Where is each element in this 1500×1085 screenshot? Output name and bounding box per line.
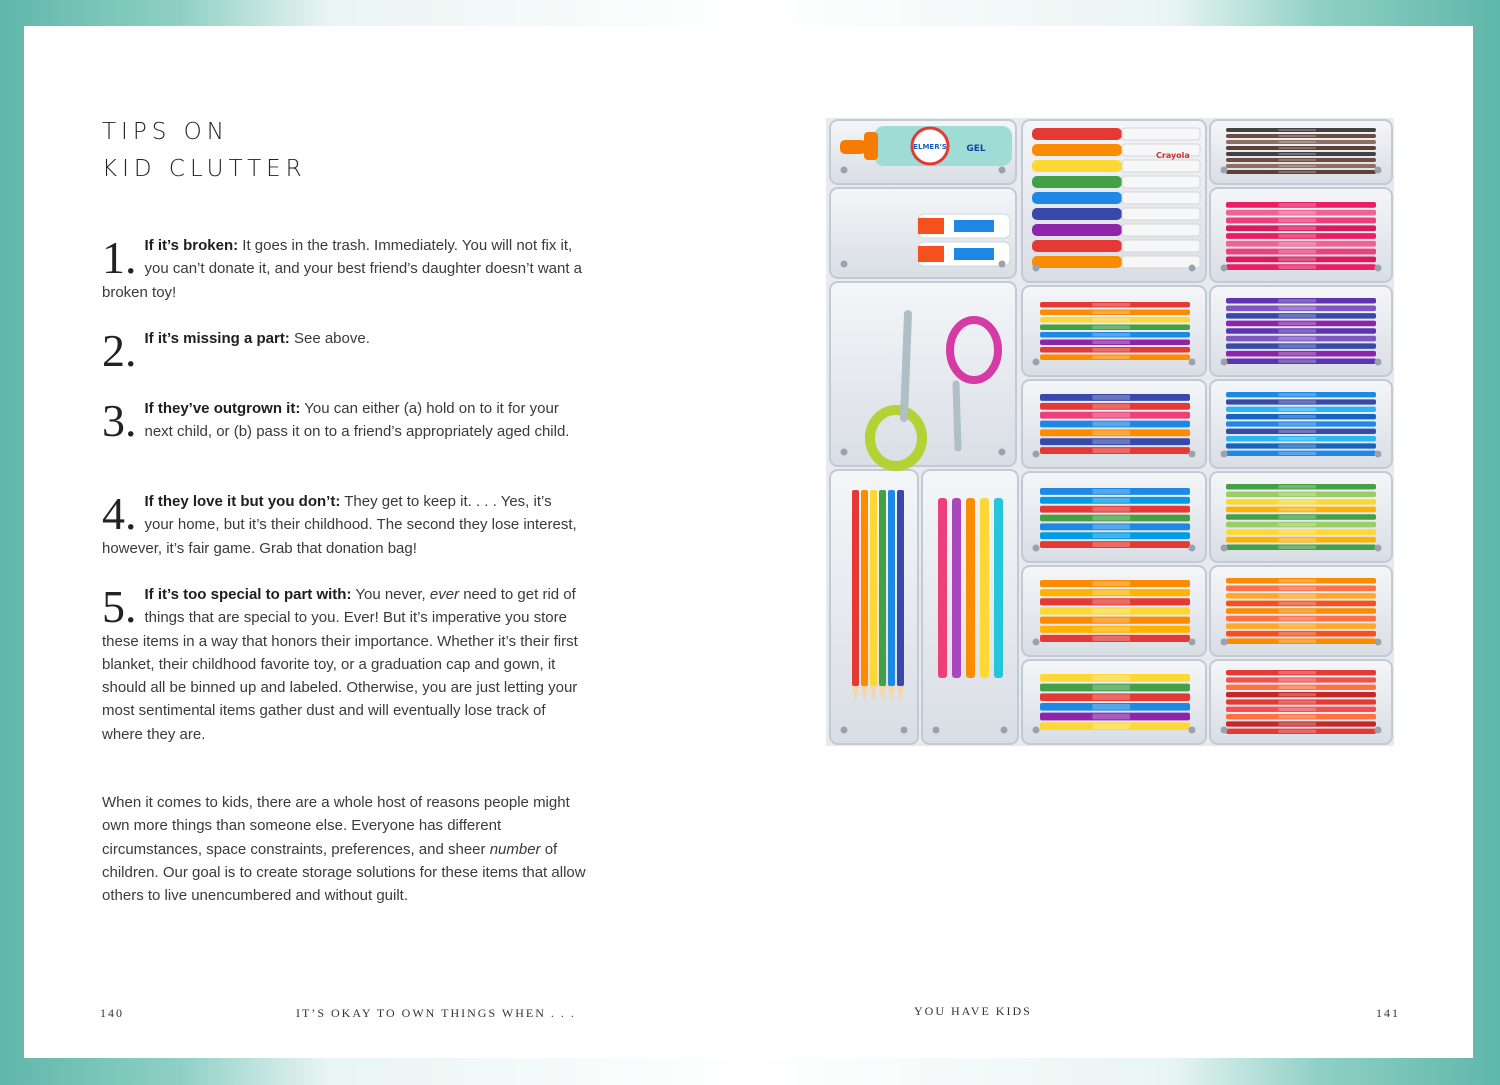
tip-item-3 (102, 397, 584, 444)
crayon-label (1279, 344, 1317, 348)
crayon-label (1279, 129, 1317, 131)
crayon-label (1279, 437, 1317, 440)
crayon-label (1279, 314, 1317, 318)
mechanical-pencil (952, 498, 961, 678)
glue-stick-cap (918, 246, 944, 262)
glue-sub-label: GEL (966, 144, 986, 154)
crayon-label (1279, 422, 1317, 425)
tip-heading: If they love it but you don’t: (144, 493, 341, 510)
crayon-label (1093, 439, 1131, 444)
crayon-label (1093, 581, 1131, 586)
tray-foot (999, 167, 1006, 174)
crayon-label (1279, 594, 1317, 598)
crayon-label (1093, 627, 1131, 632)
glue-cap (864, 132, 878, 160)
crayon-label (1279, 203, 1317, 207)
tip-number: 1. (102, 232, 137, 283)
crayon-label (1093, 318, 1131, 322)
crayon-label (1279, 587, 1317, 591)
glue-stick-label (954, 220, 994, 232)
crayon-label (1279, 500, 1317, 504)
colored-pencil (852, 490, 859, 686)
crayon-label (1279, 493, 1317, 497)
crayon-label (1279, 444, 1317, 447)
tip-number: 3. (102, 395, 137, 446)
tray-foot (1033, 265, 1040, 272)
crayon-label (1093, 636, 1131, 641)
crayon-label (1093, 395, 1131, 400)
tray-foot (1033, 545, 1040, 552)
crayon-label (1093, 542, 1131, 547)
crayon-label (1279, 530, 1317, 534)
crayon-label (1279, 352, 1317, 356)
crayon-label (1279, 617, 1317, 621)
marker-body (1122, 256, 1200, 268)
crayon-label (1279, 485, 1317, 489)
crayon-label (1093, 524, 1131, 529)
crayon-label (1279, 700, 1317, 703)
tip-emphasis: ever (429, 586, 460, 603)
crayon-label (1093, 723, 1131, 729)
marker-cap (1032, 144, 1122, 156)
tray-foot (1221, 545, 1228, 552)
crayon-label (1093, 618, 1131, 623)
tray-foot (1375, 545, 1382, 552)
crayon-label (1279, 171, 1317, 173)
mechanical-pencil (966, 498, 975, 678)
crayon-label (1093, 590, 1131, 595)
tip-text: It goes in the trash. Immediately. You will not fix it, you can’t donate it, and your best friend’s daughter doesn’t want a broken toy! (102, 237, 583, 301)
tray-foot (841, 167, 848, 174)
tip-heading: If it’s too special to part with: (144, 586, 352, 603)
colored-pencil (879, 490, 886, 686)
crayon-label (1093, 422, 1131, 427)
crayon-label (1093, 516, 1131, 521)
mechanical-pencil (994, 498, 1003, 678)
crayon-label (1279, 708, 1317, 711)
crayon-label (1279, 678, 1317, 681)
crayon-label (1279, 400, 1317, 403)
crayon-label (1093, 333, 1131, 337)
crayon-label (1279, 693, 1317, 696)
tray-foot (999, 261, 1006, 268)
brand-label: Crayola (1156, 151, 1190, 160)
crayon-label (1279, 257, 1317, 261)
tray-foot (1033, 727, 1040, 734)
crayon-label (1093, 507, 1131, 512)
crayon-label (1279, 337, 1317, 341)
closing-text: When it comes to kids, there are a whole host of reasons people might own more things than someone else. Everyone has different circumstances, space constraints, preferences, and sheer (102, 794, 570, 858)
tip-text: They get to keep it. . . . Yes, it’s your home, but it’s their childhood. The second they lose interest, however, it’s fair game. Grab that donation bag! (102, 493, 577, 557)
tray-foot (1001, 727, 1008, 734)
crayon-label (1279, 393, 1317, 396)
tip-heading: If they’ve outgrown it: (144, 400, 301, 417)
tray-foot (1189, 545, 1196, 552)
glue-stick-cap (918, 218, 944, 234)
tip-text: You can either (a) hold on to it for your next child, or (b) pass it on to a friend’s appropriately aged child. (144, 400, 570, 441)
tip-item-4 (102, 490, 584, 560)
marker-body (1122, 240, 1200, 252)
pink-scissors-blade (956, 384, 958, 448)
glue-label: ELMER'S (913, 143, 947, 151)
tray-foot (1375, 451, 1382, 458)
crayon-label (1279, 515, 1317, 519)
tray-foot (841, 727, 848, 734)
page-title (102, 114, 307, 188)
crayon-label (1279, 359, 1317, 363)
tray-foot (901, 727, 908, 734)
crayon-label (1279, 219, 1317, 223)
crayon-label (1279, 686, 1317, 689)
marker-cap (1032, 256, 1122, 268)
organizer-illustration (826, 118, 1394, 746)
crayon-label (1279, 135, 1317, 137)
crayon-label (1279, 730, 1317, 733)
tip-text: You never, (351, 586, 430, 603)
tray-foot (1221, 167, 1228, 174)
marker-cap (1032, 128, 1122, 140)
crayon-label (1279, 579, 1317, 583)
tip-heading: If it’s broken: (144, 237, 239, 254)
crayon-label (1279, 624, 1317, 628)
crayon-label (1279, 211, 1317, 215)
tray-foot (1375, 639, 1382, 646)
crayon-label (1279, 538, 1317, 542)
tray-foot (1375, 727, 1382, 734)
book-spread (24, 26, 1473, 1058)
crayon-label (1093, 348, 1131, 352)
tip-text-cont: need to get rid of things that are special to you. Ever! But it’s imperative you store these items in a way that honors their importance. Whether it’s their first blanket, their childhood favorite toy, or a graduation cap and gown, it should all be binned up and labeled. Otherwise, you are just letting your most sentimental items gather dust and will eventually lose track of where they are. (102, 586, 578, 743)
crayon-label (1093, 448, 1131, 453)
tray-foot (1033, 639, 1040, 646)
crayon-label (1093, 675, 1131, 681)
crayon-label (1279, 523, 1317, 527)
crayon-label (1279, 322, 1317, 326)
marker-cap (1032, 160, 1122, 172)
marker-body (1122, 208, 1200, 220)
crayon-label (1279, 226, 1317, 230)
tray-foot (1189, 639, 1196, 646)
crayon-label (1279, 508, 1317, 512)
crayon-label (1093, 413, 1131, 418)
crayon-label (1279, 147, 1317, 149)
tray-foot (1375, 359, 1382, 366)
colored-pencil (888, 490, 895, 686)
crayon-label (1093, 356, 1131, 360)
organizer-tray (1022, 286, 1206, 376)
crayon-label (1279, 234, 1317, 238)
tray-foot (1221, 639, 1228, 646)
colored-pencil (861, 490, 868, 686)
crayon-label (1093, 489, 1131, 494)
marker-body (1122, 176, 1200, 188)
crayon-label (1279, 299, 1317, 303)
crayon-label (1093, 303, 1131, 307)
glue-tip (840, 140, 866, 154)
glue-stick-label (954, 248, 994, 260)
crayon-label (1279, 307, 1317, 311)
tray-foot (841, 449, 848, 456)
tray-foot (999, 449, 1006, 456)
crayon-label (1093, 498, 1131, 503)
marker-cap (1032, 176, 1122, 188)
tip-item-2 (102, 325, 584, 376)
tip-text: See above. (289, 330, 370, 347)
crayon-label (1279, 165, 1317, 167)
title-line-1: TIPS ON (102, 119, 229, 145)
crayon-label (1279, 141, 1317, 143)
tray-foot (1375, 167, 1382, 174)
marker-body (1122, 192, 1200, 204)
tip-item-5 (102, 583, 584, 746)
crayon-label (1093, 311, 1131, 315)
marker-cap (1032, 240, 1122, 252)
crayon-label (1279, 242, 1317, 246)
tip-item-1 (102, 234, 584, 304)
crayon-label (1279, 430, 1317, 433)
crayon-label (1279, 265, 1317, 269)
tray-foot (1033, 359, 1040, 366)
colored-pencil (870, 490, 877, 686)
tip-number: 5. (102, 581, 137, 632)
crayon-label (1279, 609, 1317, 613)
marker-cap (1032, 224, 1122, 236)
closing-emphasis: number (489, 840, 541, 858)
tray-foot (1221, 359, 1228, 366)
marker-cap (1032, 208, 1122, 220)
tray-foot (1221, 265, 1228, 272)
right-page-number: 141 (1376, 1006, 1400, 1020)
tip-heading: If it’s missing a part: (144, 330, 290, 347)
crayon-label (1279, 545, 1317, 549)
closing-text-cont: of children. Our goal is to create storage solutions for these items that allow others to live unencumbered and without guilt. (102, 840, 586, 905)
tray-foot (1189, 727, 1196, 734)
tray-foot (1189, 359, 1196, 366)
crayon-label (1279, 329, 1317, 333)
title-line-2: KID CLUTTER (102, 156, 307, 182)
left-page-number: 140 (100, 1006, 124, 1020)
tray-foot (1375, 265, 1382, 272)
crayon-label (1093, 533, 1131, 538)
drawer-organizer-photo (826, 118, 1394, 746)
crayon-label (1279, 602, 1317, 606)
closing-paragraph (102, 791, 586, 907)
crayon-label (1279, 671, 1317, 674)
tray-foot (1221, 451, 1228, 458)
tip-number: 4. (102, 488, 137, 539)
crayon-label (1093, 404, 1131, 409)
crayon-label (1279, 632, 1317, 636)
tray-foot (1189, 451, 1196, 458)
tray-foot (1033, 451, 1040, 458)
mechanical-pencil (980, 498, 989, 678)
tray-foot (1221, 727, 1228, 734)
organizer-tray (1022, 660, 1206, 744)
crayon-label (1279, 715, 1317, 718)
right-running-head: YOU HAVE KIDS (914, 1004, 1032, 1018)
crayon-label (1093, 341, 1131, 345)
crayon-label (1279, 159, 1317, 161)
left-running-head: IT’S OKAY TO OWN THINGS WHEN . . . (296, 1006, 576, 1020)
crayon-label (1279, 408, 1317, 411)
crayon-label (1093, 599, 1131, 604)
crayon-label (1279, 639, 1317, 643)
crayon-label (1093, 694, 1131, 700)
colored-pencil (897, 490, 904, 686)
tray-foot (1189, 265, 1196, 272)
mechanical-pencil (938, 498, 947, 678)
tray-foot (933, 727, 940, 734)
marker-body (1122, 224, 1200, 236)
marker-body (1122, 160, 1200, 172)
crayon-label (1093, 608, 1131, 613)
tray-foot (841, 261, 848, 268)
crayon-label (1093, 430, 1131, 435)
crayon-label (1093, 714, 1131, 720)
crayon-label (1279, 722, 1317, 725)
crayon-label (1093, 685, 1131, 691)
tip-number: 2. (102, 325, 137, 376)
crayon-label (1279, 452, 1317, 455)
crayon-label (1279, 153, 1317, 155)
crayon-label (1093, 326, 1131, 330)
green-scissors-blade (904, 314, 908, 418)
crayon-label (1279, 250, 1317, 254)
marker-body (1122, 128, 1200, 140)
crayon-label (1093, 704, 1131, 710)
marker-cap (1032, 192, 1122, 204)
crayon-label (1279, 415, 1317, 418)
